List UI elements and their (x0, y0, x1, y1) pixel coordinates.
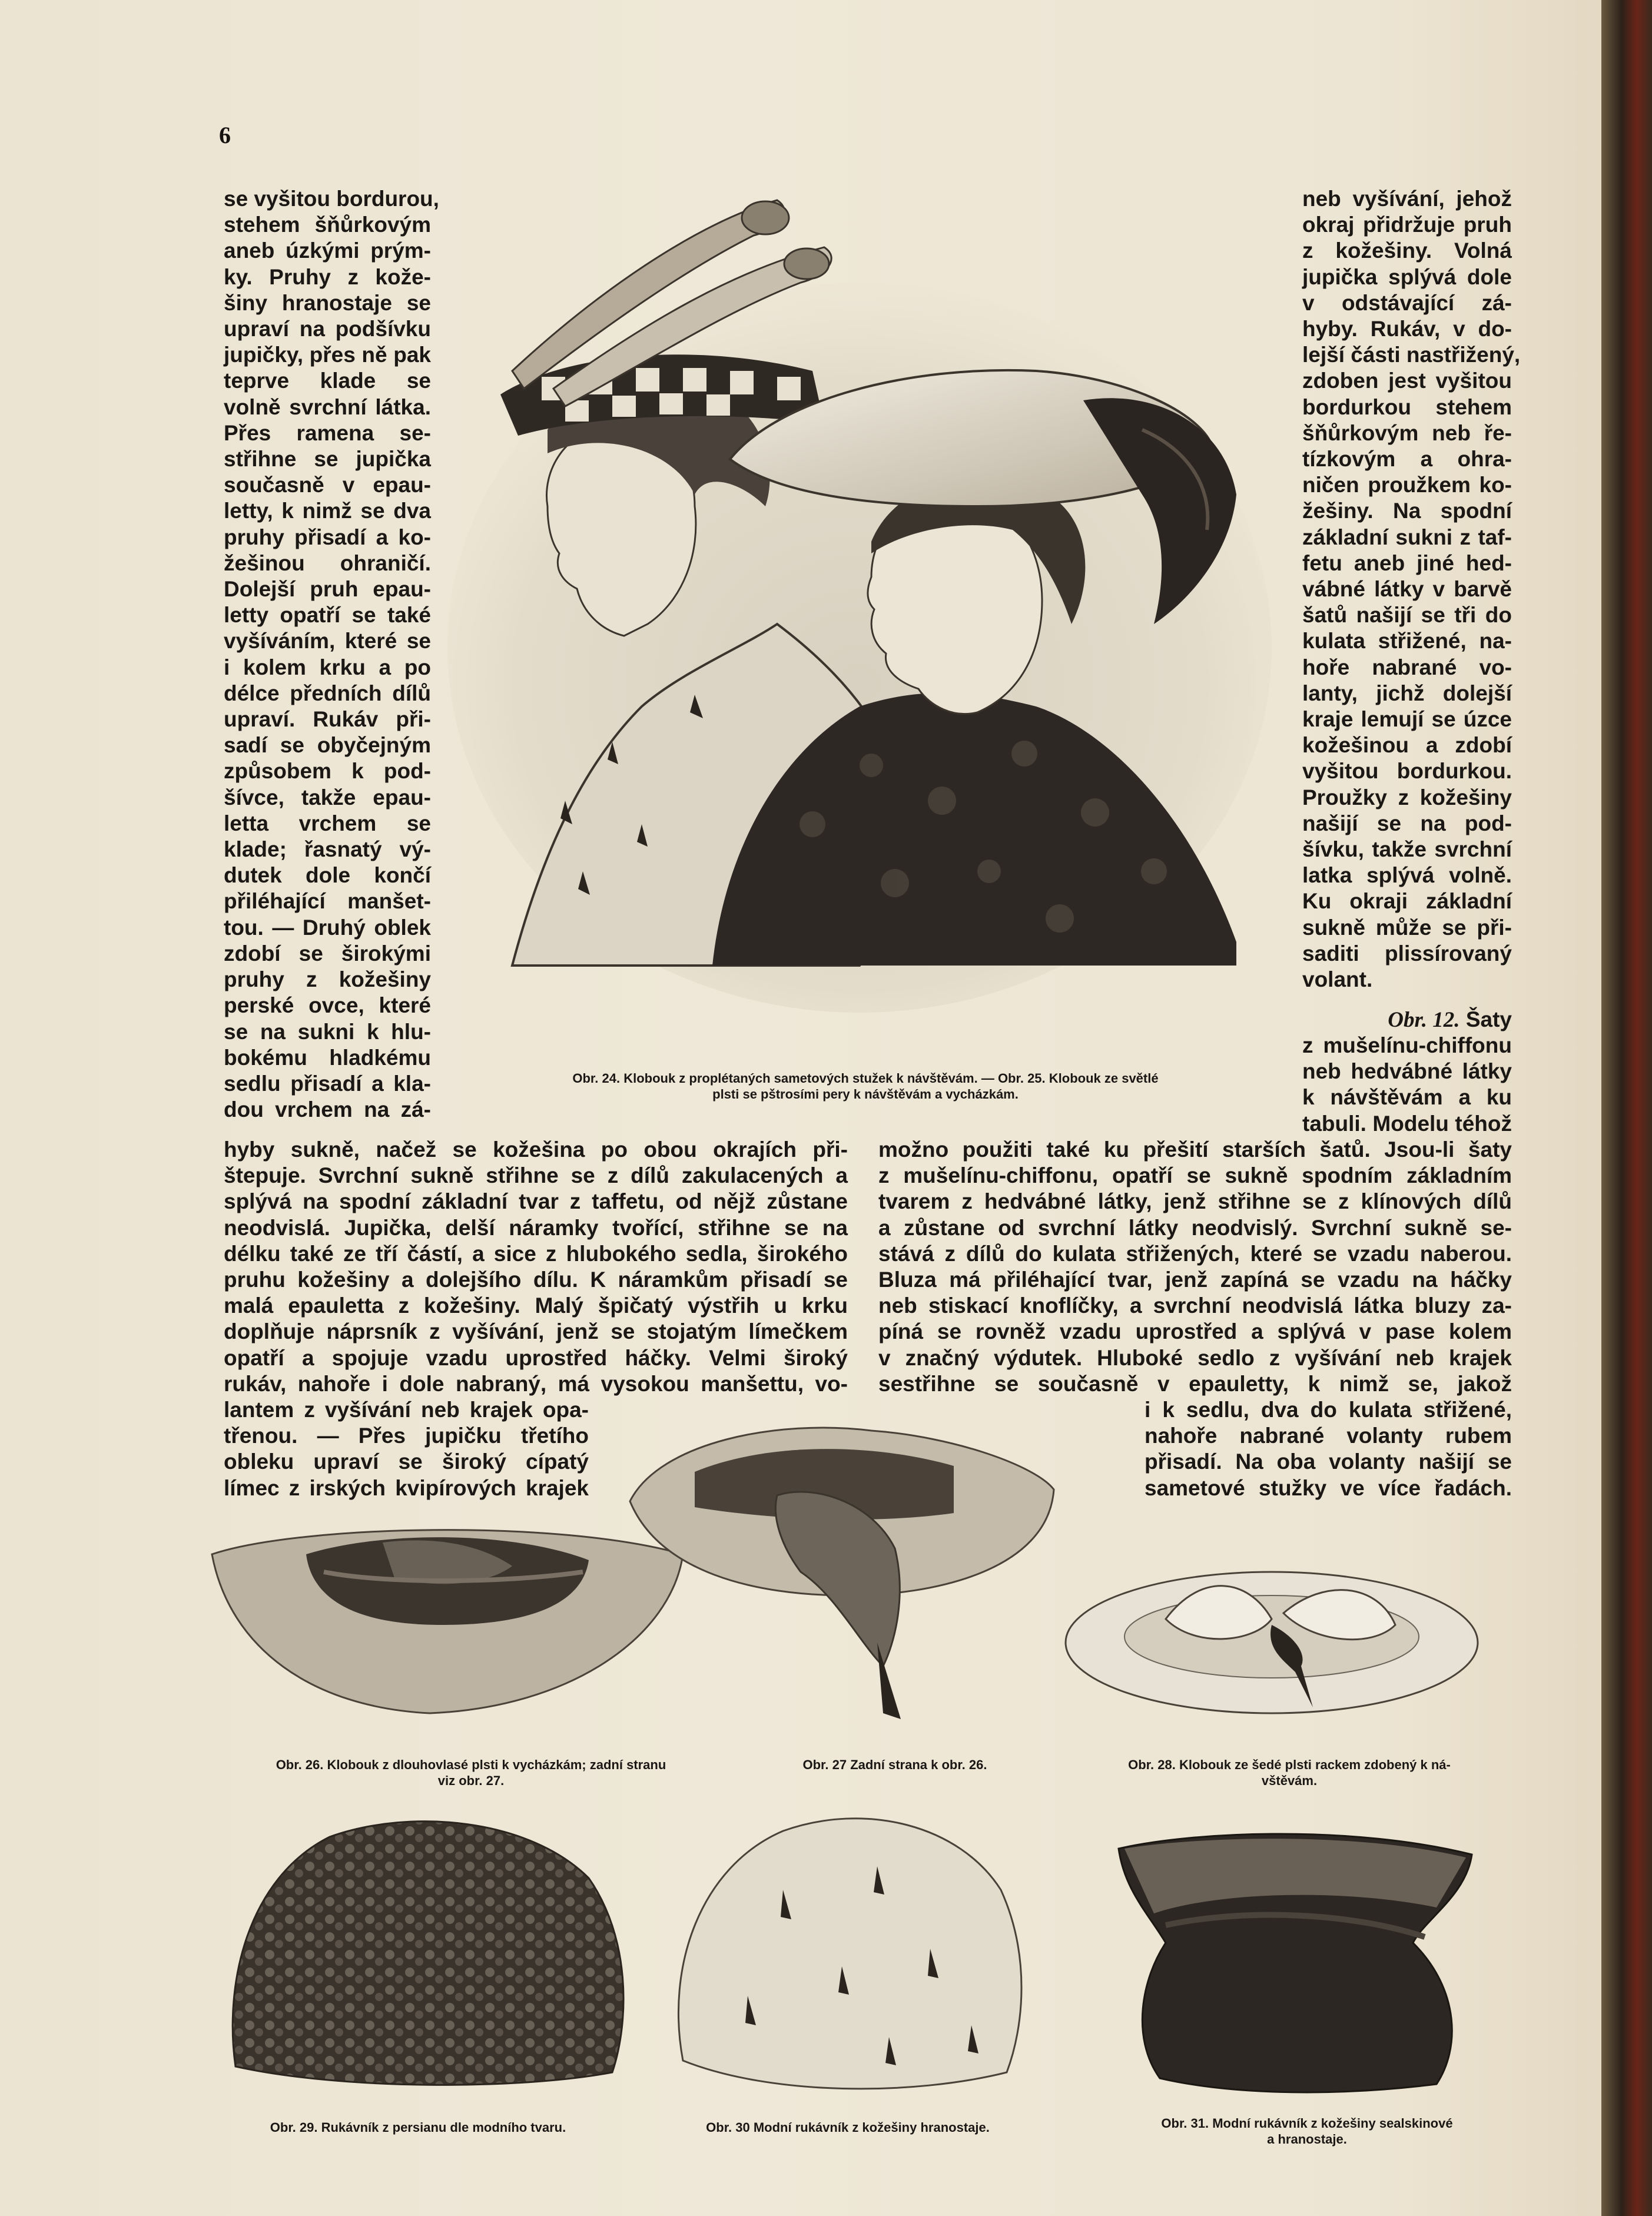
text-line: pruhy z kožešiny (224, 967, 431, 992)
caption-line: vštěvám. (1261, 1773, 1318, 1788)
text-line: teprve klade se (224, 369, 431, 393)
caption-line: a hranostaje. (1267, 2132, 1347, 2147)
text-line: Dolejší pruh epau- (224, 577, 431, 602)
text-line: letty opatří se také (224, 603, 431, 628)
text-line: neb vyšívání, jehož (1302, 187, 1512, 211)
text-line: současně v epau- (224, 473, 431, 497)
text-line: šiny hranostaje se (224, 290, 431, 315)
text-line: Bluza má přiléhající tvar, jenž zapíná se vzadu na háčky (878, 1268, 1512, 1292)
figure-30-illustration (665, 1802, 1030, 2102)
text-line: saditi plissírovaný (1302, 941, 1512, 966)
text-line: lejší části nastřižený, (1302, 343, 1521, 367)
text-line: délku také ze tří částí, a sice z hlubokého sedla, širokého (224, 1241, 848, 1266)
text-line: opatří a spojuje vzadu uprostřed háčky. Velmi široký (224, 1345, 848, 1370)
page-number: 6 (219, 122, 231, 148)
figure-28-illustration (1060, 1554, 1484, 1731)
text-line: se vyšitou bordurou, (224, 187, 439, 211)
text-line: vyšíváním, které se (224, 629, 431, 653)
text-line: hoře nabrané vo- (1302, 655, 1512, 679)
text-line: fetu aneb jiné hed- (1302, 550, 1512, 575)
caption-line: Obr. 29. Rukávník z persianu dle modního tvaru. (270, 2120, 566, 2135)
middle-left-paragraph (224, 1137, 848, 1397)
lower-left-paragraph (224, 1397, 589, 1501)
text-line: vábné látky v barvě (1302, 577, 1512, 602)
text-line: se na sukni k hlu- (224, 1019, 431, 1044)
lower-right-paragraph (1145, 1397, 1512, 1501)
text-line: střihne se jupička (224, 447, 431, 472)
text-line: sametové stužky ve více řadách. (1145, 1475, 1512, 1500)
text-line: klade; řasnatý vý- (224, 837, 431, 862)
right-column-text (1302, 186, 1521, 993)
figure-27-illustration (624, 1419, 1060, 1725)
text-line: stává z dílů do kulata střižených, které se vzadu naberou. (878, 1241, 1512, 1266)
caption-line: Obr. 28. Klobouk ze šedé plsti rackem zdobený k ná- (1128, 1757, 1451, 1772)
text-line: šívce, takže epau- (224, 785, 431, 810)
text-line: lantem z vyšívání neb krajek opa- (224, 1398, 589, 1422)
text-line: neodvislá. Jupička, delší náramky tvořící, střihne se na (224, 1215, 848, 1240)
text-line: hyby sukně, načež se kožešina po obou okrajích při- (224, 1137, 848, 1162)
text-line: přiléhající manšet- (224, 889, 431, 914)
text-line: upraví na podšívku (224, 317, 431, 341)
text-line: límec z irských kvipírových krajek (224, 1475, 589, 1500)
left-column-text (224, 186, 439, 1123)
text-line: píná se rovněž vzadu uprostřed a splývá v pase kolem (878, 1319, 1512, 1344)
caption-line: Obr. 24. Klobouk z proplétaných sametových stužek k návštěvám. — Obr. 25. Klobouk ze světlé (572, 1071, 1159, 1086)
text-line: přisadí. Na oba volanty našijí se (1145, 1449, 1512, 1474)
text-line: způsobem k pod- (224, 759, 431, 784)
caption-line: viz obr. 27. (437, 1773, 505, 1788)
text-line: kožešinou a zdobí (1302, 733, 1512, 758)
caption-figure-27 (759, 1757, 1030, 1773)
text-line: tou. — Druhý oblek (224, 915, 431, 940)
obr12-first-word: Šaty (1465, 1007, 1512, 1031)
text-line: neb stiskací knoflíčky, a svrchní neodvislá látka bluzy za- (878, 1293, 1512, 1318)
text-line: latka splývá volně. (1302, 863, 1512, 888)
text-line: ničen proužkem ko- (1302, 473, 1512, 497)
figure-26-illustration (206, 1519, 689, 1719)
text-line: letta vrchem se (224, 811, 431, 835)
text-line: základní sukni z taf- (1302, 525, 1512, 549)
text-line: hyby. Rukáv, v do- (1302, 317, 1512, 341)
text-line: nahoře nabrané volanty rubem (1145, 1424, 1512, 1448)
text-line: z kožešiny. Volná (1302, 238, 1512, 263)
caption-line: plsti se pštrosími pery k návštěvám a vycházkám. (712, 1087, 1019, 1102)
text-line: jupička splývá dole (1302, 264, 1512, 289)
text-line: aneb úzkými prým- (224, 238, 431, 263)
text-line: Ku okraji základní (1302, 889, 1512, 914)
text-line: délce předních dílů (224, 681, 431, 705)
text-line: rukáv, nahoře i dole nabraný, má vysokou manšettu, vo- (224, 1371, 848, 1396)
text-line: volně svrchní látka. (224, 394, 431, 419)
text-line: letty, k nimž se dva (224, 499, 431, 523)
caption-line: Obr. 26. Klobouk z dlouhovlasé plsti k vycházkám; zadní stranu (276, 1757, 666, 1772)
text-line: žešinou ohraničí. (224, 550, 431, 575)
text-line: pruhy přisadí a ko- (224, 525, 431, 549)
text-line: našijí se na pod- (1302, 811, 1512, 835)
text-line: tvarem z hedvábné látky, jenž střihne se z klínových dílů (878, 1189, 1512, 1214)
text-line: stehem šňůrkovým (224, 213, 431, 237)
text-line: sedlu přisadí a kla- (224, 1071, 431, 1096)
figure-29-illustration (224, 1807, 630, 2096)
right-column-text-after (1302, 1033, 1512, 1137)
text-line: volant. (1302, 967, 1373, 992)
text-line: vyšitou bordurkou. (1302, 759, 1512, 784)
text-line: upraví. Rukáv při- (224, 707, 431, 732)
text-line: v značný výdutek. Hluboké sedlo z vyšívání neb krajek (878, 1345, 1512, 1370)
text-line: neb hedvábné látky (1302, 1059, 1512, 1084)
text-line: obleku upraví se široký cípatý (224, 1449, 589, 1474)
text-line: doplňuje náprsník z vyšívání, jenž se stojatým límečkem (224, 1319, 848, 1344)
text-line: i kolem krku a po (224, 655, 431, 679)
text-line: štepuje. Svrchní sukně střihne se z dílů zakulacených a (224, 1163, 848, 1188)
text-line: Přes ramena se- (224, 420, 431, 445)
text-line: bokému hladkému (224, 1045, 431, 1070)
text-line: bordurkou stehem (1302, 394, 1512, 419)
text-line: žešiny. Na spodní (1302, 499, 1512, 523)
text-line: možno použiti také ku přešití starších šatů. Jsou-li šaty (878, 1137, 1512, 1162)
text-line: v odstávající zá- (1302, 290, 1512, 315)
caption-figure-26 (212, 1757, 730, 1789)
text-line: tízkovým a ohra- (1302, 447, 1512, 472)
text-line: ky. Pruhy z kože- (224, 264, 431, 289)
text-line: sukně může se při- (1302, 915, 1512, 940)
caption-line: Obr. 31. Modní rukávník z kožešiny sealskinové (1161, 2116, 1453, 2131)
book-spine (1601, 0, 1652, 2216)
text-line: zdoben jest vyšitou (1302, 369, 1512, 393)
caption-figure-28 (1060, 1757, 1519, 1789)
obr12-reference: Obr. 12. (1388, 1008, 1460, 1032)
text-line: šívku, takže svrchní (1302, 837, 1512, 862)
text-line: okraj přidržuje pruh (1302, 213, 1512, 237)
caption-figure-31 (1107, 2115, 1507, 2147)
right-column-obr12 (1302, 1007, 1512, 1033)
text-line: šatů našijí se tři do (1302, 603, 1512, 628)
text-line: splývá na spodní základní tvar z taffetu, od nějž zůstane (224, 1189, 848, 1214)
text-line: tabuli. Modelu téhož (1302, 1111, 1512, 1136)
text-line: z mušelínu-chiffonu (1302, 1033, 1512, 1057)
text-line: sestřihne se současně v epauletty, k nimž se, jakož (878, 1371, 1512, 1396)
text-line: malá epauletta z kožešiny. Malý špičatý výstřih u krku (224, 1293, 848, 1318)
text-line: jupičky, přes ně pak (224, 343, 431, 367)
middle-right-paragraph (878, 1137, 1512, 1397)
text-line: Proužky z kožešiny (1302, 785, 1512, 810)
text-line: šňůrkovým neb ře- (1302, 420, 1512, 445)
caption-line: Obr. 30 Modní rukávník z kožešiny hranostaje. (706, 2120, 990, 2135)
text-line: třenou. — Přes jupičku třetího (224, 1424, 589, 1448)
text-line: dutek dole končí (224, 863, 431, 888)
text-line: perské ovce, které (224, 993, 431, 1018)
figure-31-illustration (1107, 1825, 1484, 2096)
caption-figure-24-25 (459, 1070, 1272, 1102)
text-line: lanty, jichž dolejší (1302, 681, 1512, 705)
text-line: kraje lemují se úzce (1302, 707, 1512, 732)
caption-line: Obr. 27 Zadní strana k obr. 26. (802, 1757, 987, 1772)
text-line: z mušelínu-chiffonu, opatří se sukně spodním základním (878, 1163, 1512, 1188)
text-line: pruhu kožešiny a dolejšího dílu. K náramkům přisadí se (224, 1268, 848, 1292)
text-line: i k sedlu, dva do kulata střižené, (1145, 1398, 1512, 1422)
text-line: sadí se obyčejným (224, 733, 431, 758)
text-line: kulata střižené, na- (1302, 629, 1512, 653)
text-line: k návštěvám a ku (1302, 1085, 1512, 1110)
caption-figure-30 (665, 2119, 1030, 2135)
text-line: zdobí se širokými (224, 941, 431, 966)
caption-figure-29 (212, 2119, 624, 2135)
text-line: a zůstane od svrchní látky neodvislý. Svrchní sukně se- (878, 1215, 1512, 1240)
figure-24-25-illustration (447, 177, 1272, 1019)
text-line: dou vrchem na zá- (224, 1097, 431, 1122)
